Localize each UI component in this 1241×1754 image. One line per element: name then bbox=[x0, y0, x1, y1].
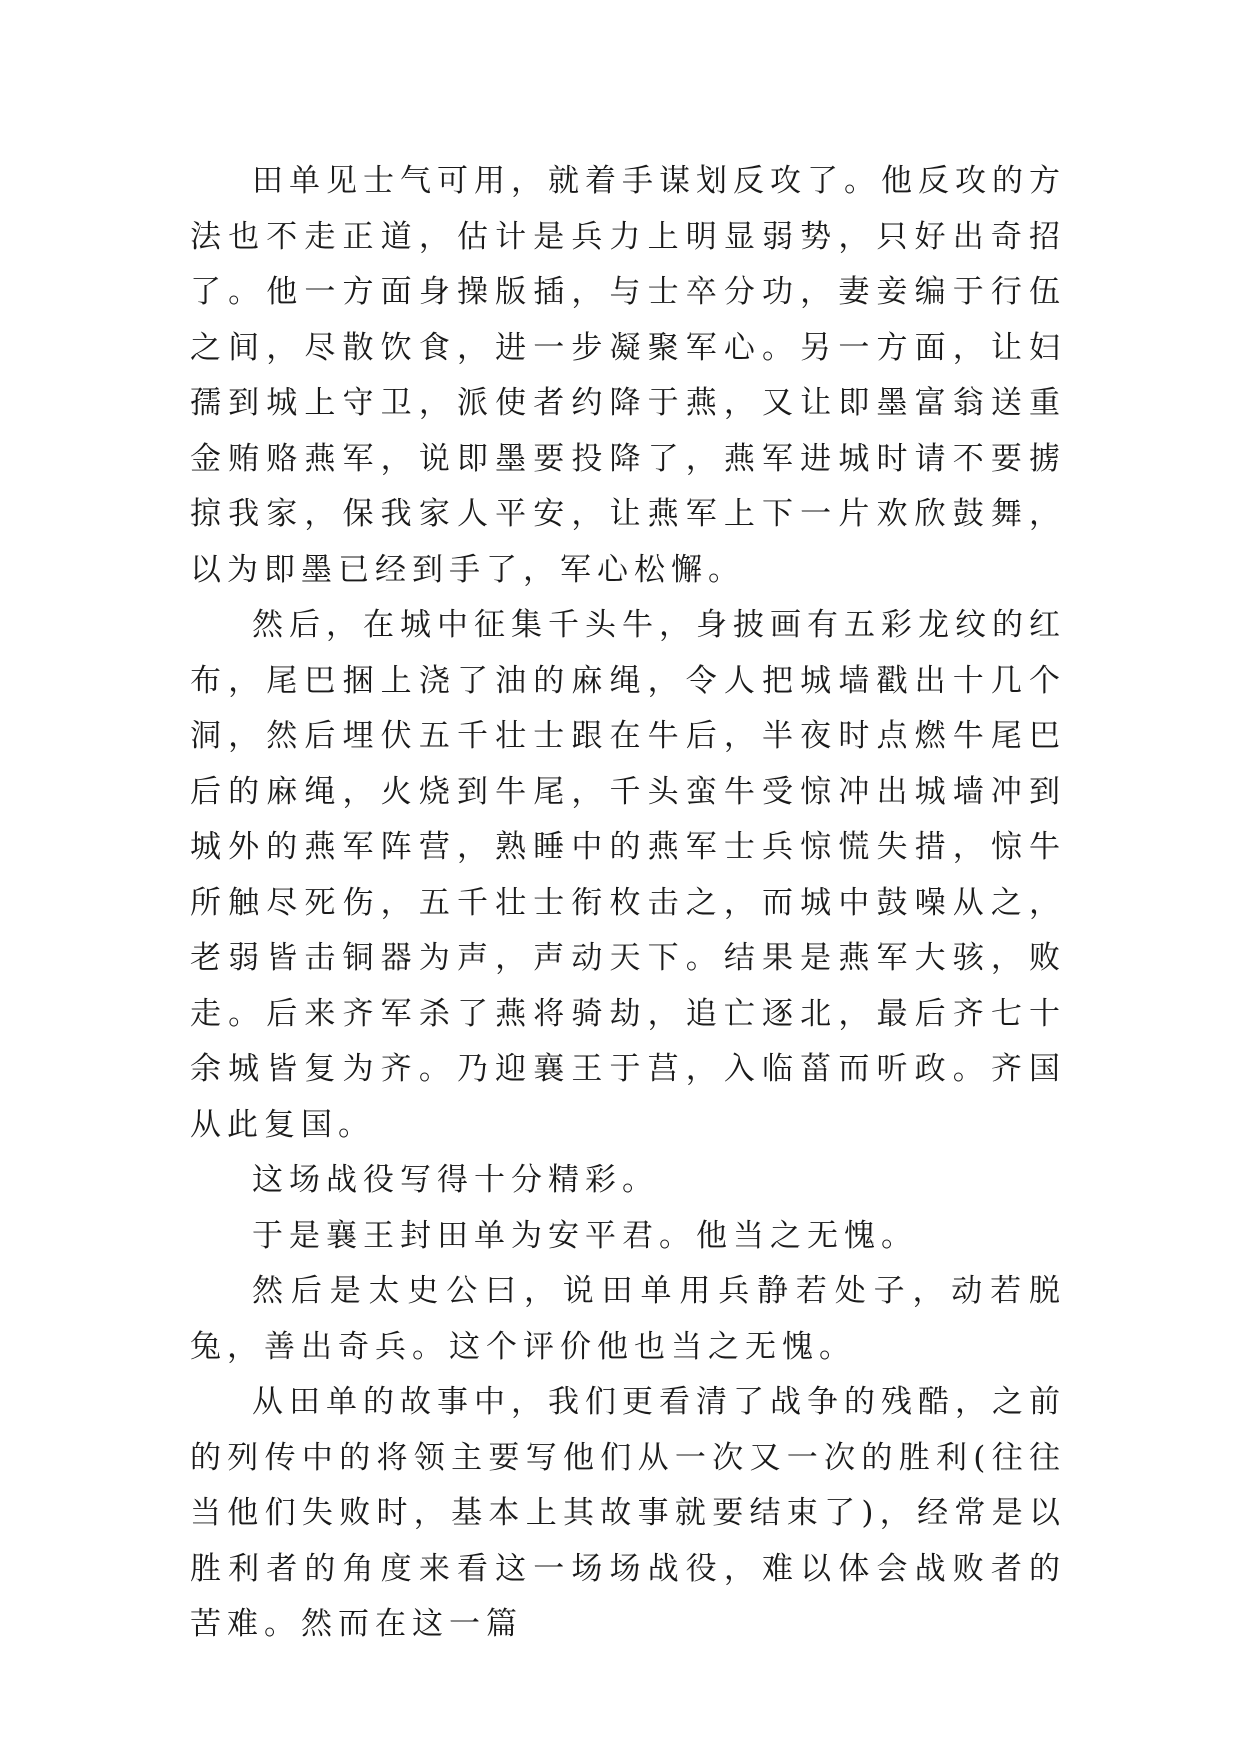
paragraph: 于是襄王封田单为安平君。他当之无愧。 bbox=[252, 1217, 918, 1254]
paragraph: 这场战役写得十分精彩。 bbox=[252, 1162, 659, 1198]
paragraph: 然后是太史公曰，说田单用兵静若处子，动若脱兔，善出奇兵。这个评价他也当之无愧。 bbox=[190, 1273, 1066, 1365]
document-body bbox=[190, 154, 1066, 1653]
paragraph: 从田单的故事中，我们更看清了战争的残酷，之前的列传中的将领主要写他们从一次又一次的胜利(往往当他们失败时，基本上其故事就要结束了)，经常是以胜利者的角度来看这一场场战役，难以体会战败者的苦难。然而在这一篇 bbox=[190, 1384, 1066, 1642]
paragraph: 田单见士气可用，就着手谋划反攻了。他反攻的方法也不走正道，估计是兵力上明显弱势，只好出奇招了。他一方面身操版插，与士卒分功，妻妾编于行伍之间，尽散饮食，进一步凝聚军心。另一方面，让妇孺到城上守卫，派使者约降于燕，又让即墨富翁送重金贿赂燕军，说即墨要投降了，燕军进城时请不要掳掠我家，保我家人平安，让燕军上下一片欢欣鼓舞，以为即墨已经到手了，军心松懈。 bbox=[190, 163, 1066, 588]
paragraph: 然后，在城中征集千头牛，身披画有五彩龙纹的红布，尾巴捆上浇了油的麻绳，令人把城墙戳出十几个洞，然后埋伏五千壮士跟在牛后，半夜时点燃牛尾巴后的麻绳，火烧到牛尾，千头蛮牛受惊冲出城墙冲到城外的燕军阵营，熟睡中的燕军士兵惊慌失措，惊牛所触尽死伤，五千壮士衔枚击之，而城中鼓噪从之，老弱皆击铜器为声，声动天下。结果是燕军大骇，败走。后来齐军杀了燕将骑劫，追亡逐北，最后齐七十余城皆复为齐。乃迎襄王于莒，入临菑而听政。齐国从此复国。 bbox=[190, 607, 1066, 1143]
